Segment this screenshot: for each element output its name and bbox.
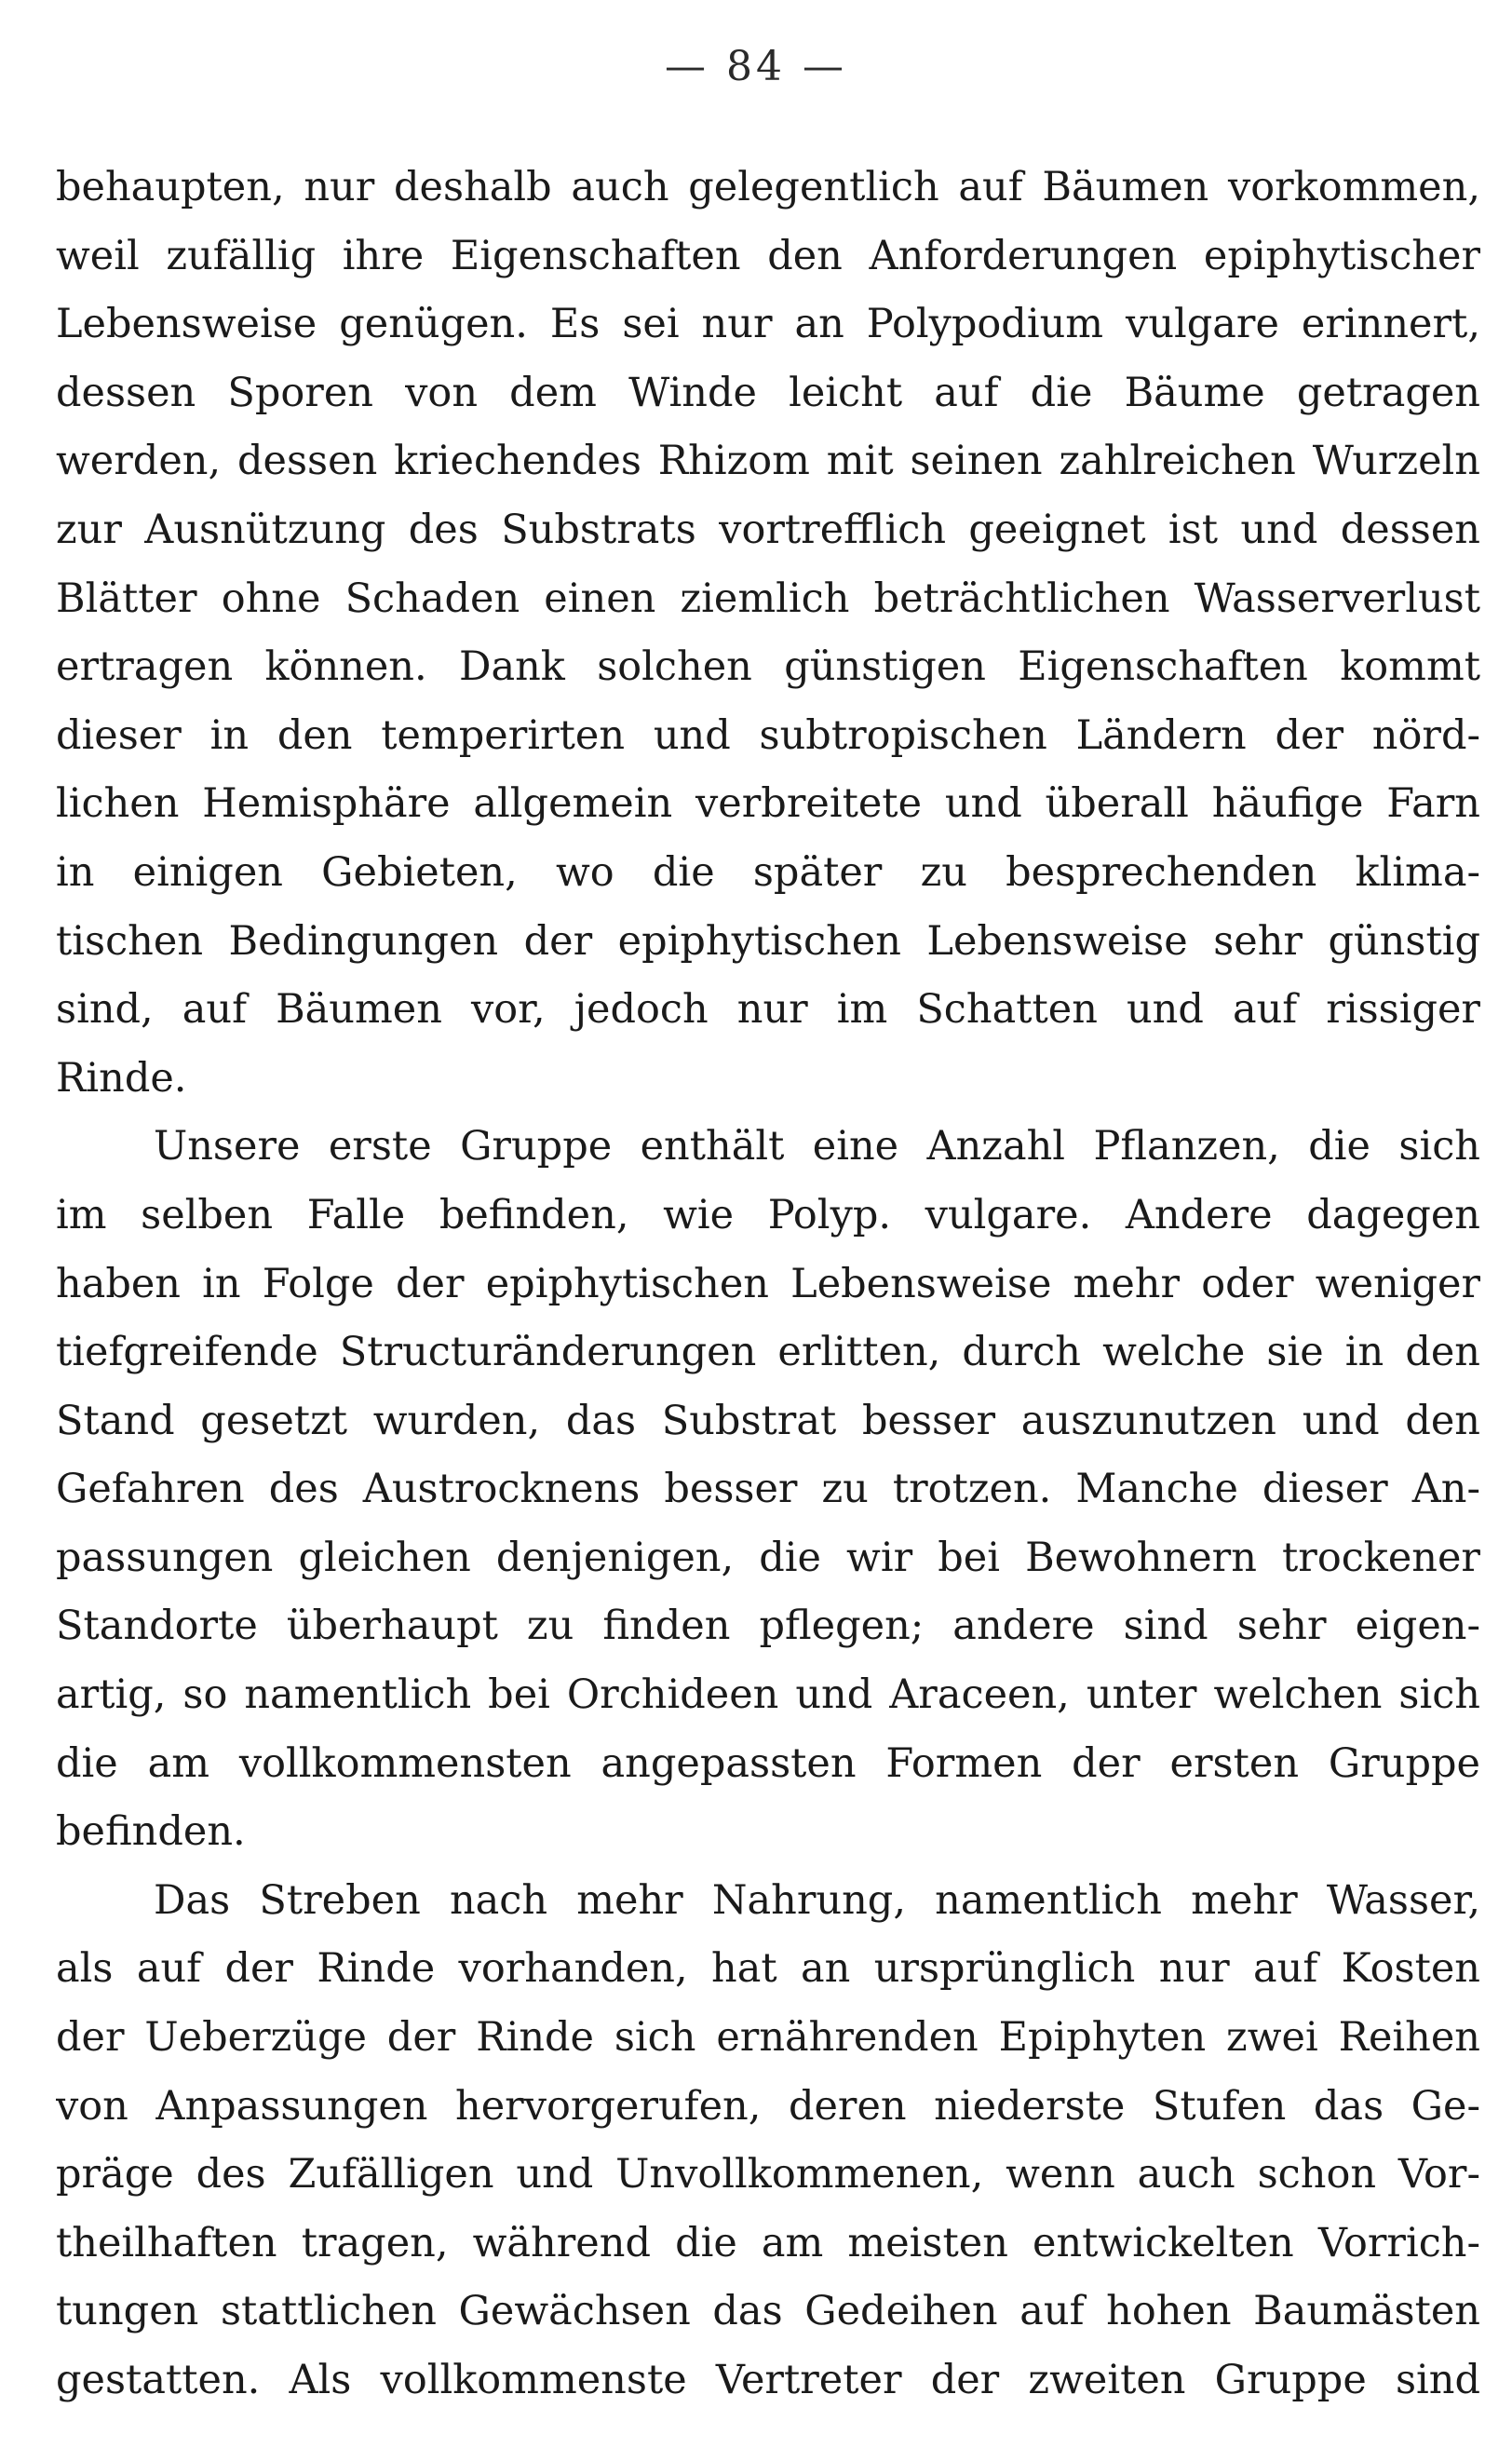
text-line: tungen stattlichen Gewächsen das Gedeihen auf hohen Baumästen bbox=[56, 2288, 1480, 2335]
text-line: der Ueberzüge der Rinde sich ernährenden Epiphyten zwei Reihen bbox=[56, 2014, 1480, 2062]
text-line: Lebensweise genügen. Es sei nur an Polypodium vulgare erinnert, bbox=[56, 301, 1480, 348]
text-line: befinden. bbox=[56, 1808, 246, 1856]
text-line: Das Streben nach mehr Nahrung, namentlich mehr Wasser, bbox=[154, 1876, 1480, 1924]
text-line: lichen Hemisphäre allgemein verbreitete und überall häufige Farn bbox=[56, 780, 1480, 828]
text-line: Standorte überhaupt zu finden pflegen; andere sind sehr eigen- bbox=[56, 1603, 1480, 1650]
text-line: ertragen können. Dank solchen günstigen Eigenschaften kommt bbox=[56, 643, 1480, 691]
text-line: Rinde. bbox=[56, 1054, 187, 1102]
text-line: die am vollkommensten angepassten Formen der ersten Gruppe bbox=[56, 1739, 1480, 1787]
text-line: artig, so namentlich bei Orchideen und Araceen, unter welchen sich bbox=[56, 1671, 1480, 1719]
text-line: behaupten, nur deshalb auch gelegentlich auf Bäumen vorkommen, bbox=[56, 164, 1480, 210]
text-line: von Anpassungen hervorgerufen, deren niederste Stufen das Ge- bbox=[56, 2082, 1480, 2130]
text-line: als auf der Rinde vorhanden, hat an ursprünglich nur auf Kosten bbox=[56, 1945, 1480, 1993]
text-line: Stand gesetzt wurden, das Substrat besser auszunutzen und den bbox=[56, 1397, 1480, 1444]
text-line: gestatten. Als vollkommenste Vertreter der zweiten Gruppe sind bbox=[56, 2357, 1480, 2403]
text-line: tiefgreifende Structuränderungen erlitten, durch welche sie in den bbox=[56, 1329, 1480, 1376]
text-line: weil zufällig ihre Eigenschaften den Anforderungen epiphytischer bbox=[56, 232, 1480, 279]
text-line: Blätter ohne Schaden einen ziemlich beträchtlichen Wasserverlust bbox=[56, 575, 1480, 622]
text-line: dessen Sporen von dem Winde leicht auf die Bäume getragen bbox=[56, 369, 1480, 416]
text-line: dieser in den temperirten und subtropischen Ländern der nörd- bbox=[56, 711, 1480, 759]
text-line: Unsere erste Gruppe enthält eine Anzahl Pflanzen, die sich bbox=[154, 1123, 1480, 1170]
text-line: präge des Zufälligen und Unvollkommenen, wenn auch schon Vor- bbox=[56, 2151, 1480, 2198]
text-line: werden, dessen kriechendes Rhizom mit seinen zahlreichen Wurzeln bbox=[56, 438, 1480, 485]
page-number: — 84 — bbox=[665, 43, 847, 90]
text-line: passungen gleichen denjenigen, die wir bei Bewohnern trockener bbox=[56, 1534, 1480, 1581]
text-line: haben in Folge der epiphytischen Lebensweise mehr oder weniger bbox=[56, 1260, 1480, 1307]
text-line: im selben Falle befinden, wie Polyp. vulgare. Andere dagegen bbox=[56, 1191, 1480, 1238]
text-line: zur Ausnützung des Substrats vortrefflich geeignet ist und dessen bbox=[56, 506, 1480, 553]
text-line: Gefahren des Austrocknens besser zu trotzen. Manche dieser An- bbox=[56, 1466, 1480, 1513]
body-text bbox=[56, 154, 1480, 2415]
text-line: tischen Bedingungen der epiphytischen Lebensweise sehr günstig bbox=[56, 917, 1480, 965]
text-line: sind, auf Bäumen vor, jedoch nur im Schatten und auf rissiger bbox=[56, 986, 1480, 1034]
text-line: in einigen Gebieten, wo die später zu besprechenden klima- bbox=[56, 848, 1480, 896]
text-line: theilhaften tragen, während die am meisten entwickelten Vorrich- bbox=[56, 2219, 1480, 2266]
